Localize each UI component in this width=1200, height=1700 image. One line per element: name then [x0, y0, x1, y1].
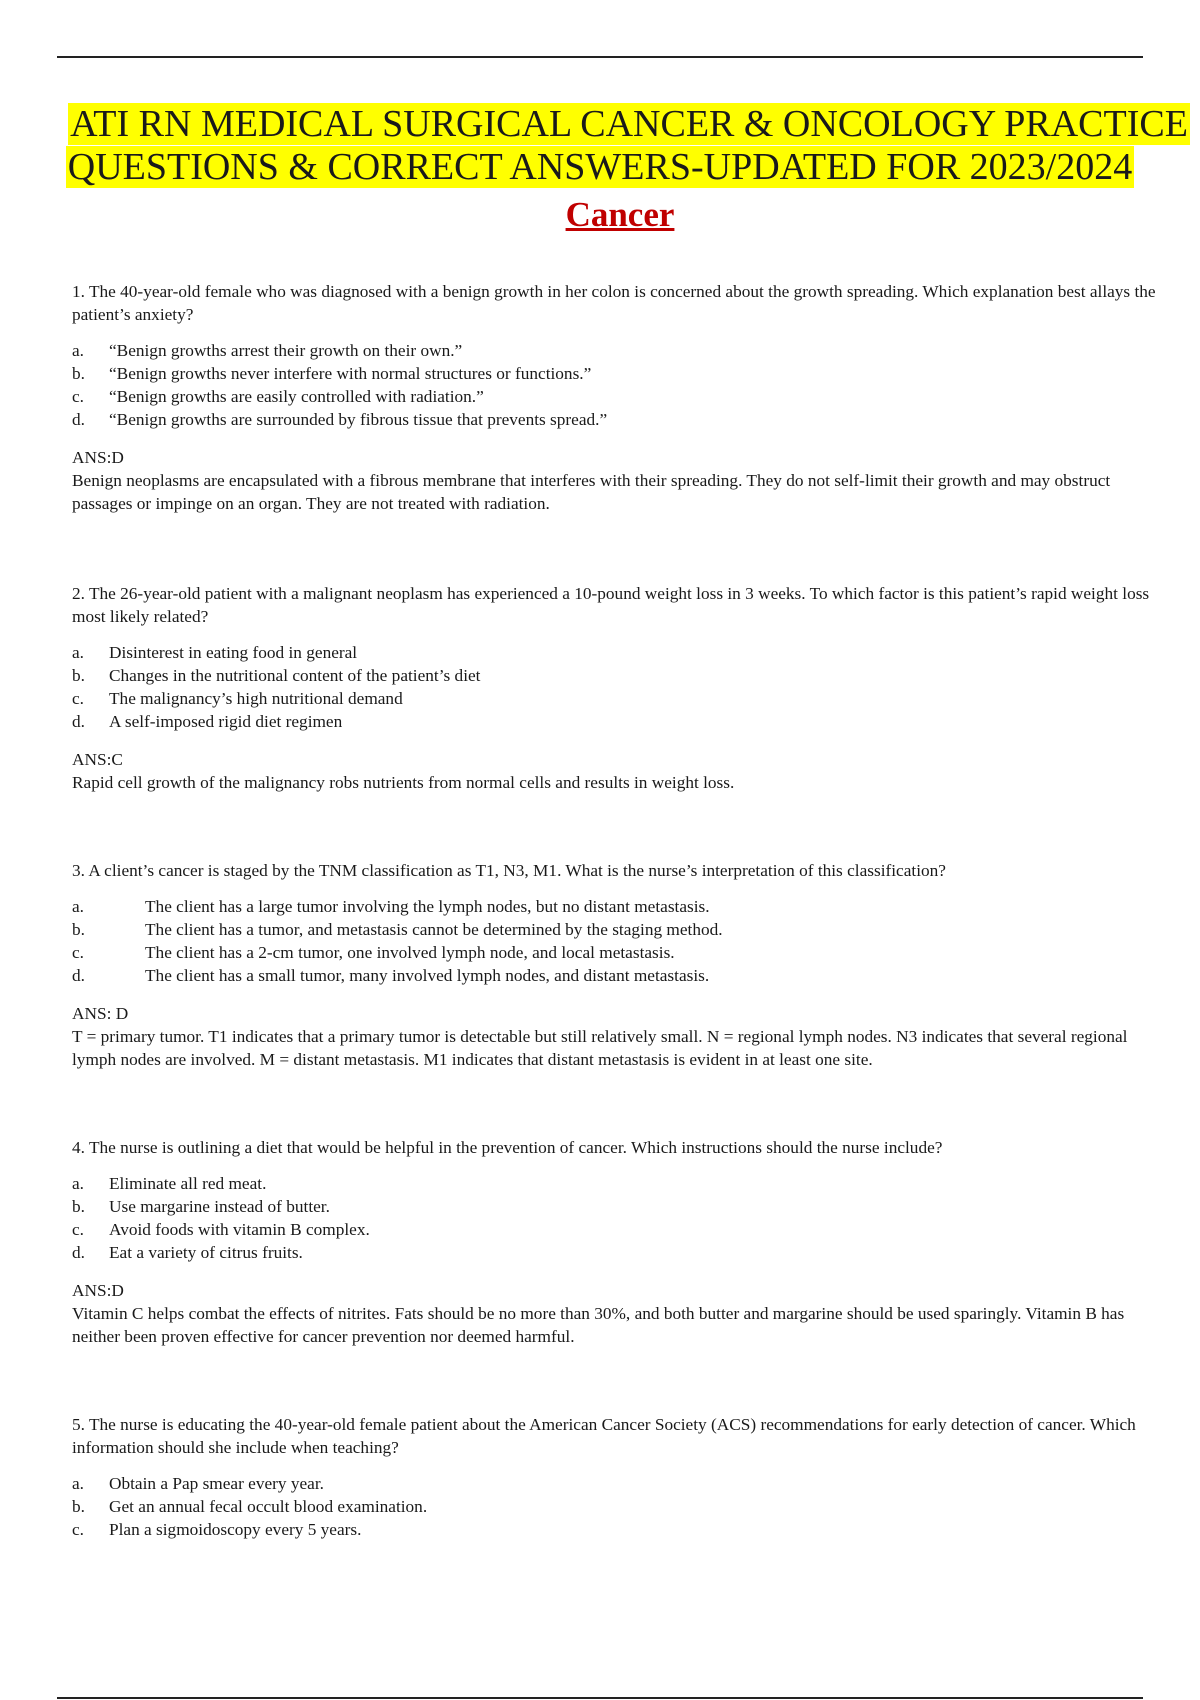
option: d. Eat a variety of citrus fruits. — [72, 1243, 303, 1262]
option: b. Use margarine instead of butter. — [72, 1197, 330, 1216]
option: b. “Benign growths never interfere with normal structures or functions.” — [72, 364, 592, 383]
section-heading: Cancer — [565, 195, 675, 234]
option: b. The client has a tumor, and metastasis cannot be determined by the staging method. — [72, 920, 723, 939]
option-list — [72, 339, 1172, 431]
option-list — [72, 895, 1172, 987]
answer-line: ANS: D — [72, 1281, 124, 1300]
answer-value: D — [111, 1281, 124, 1300]
option-list — [72, 1172, 1172, 1264]
option: b. Changes in the nutritional content of the patient’s diet — [72, 666, 481, 685]
option: b. Get an annual fecal occult blood examination. — [72, 1497, 428, 1516]
option: d. The client has a small tumor, many involved lymph nodes, and distant metastasis. — [72, 966, 710, 985]
option: d. “Benign growths are surrounded by fibrous tissue that prevents spread.” — [72, 410, 608, 429]
option: a. Eliminate all red meat. — [72, 1174, 267, 1193]
option: a. Obtain a Pap smear every year. — [72, 1474, 324, 1493]
bottom-rule — [57, 1697, 1143, 1699]
question-block — [72, 1413, 1172, 1541]
rationale: T = primary tumor. T1 indicates that a primary tumor is detectable but still relatively small. N = regional lymph nodes. N3 indicates that several regional lymph nodes are involved. M = distant metastasis. M1 indicates that distant metastasis is evident in at least one site. — [72, 1027, 1128, 1069]
question-stem: 3. A client’s cancer is staged by the TNM classification as T1, N3, M1. What is the nurse’s interpretation of this classification? — [72, 861, 946, 880]
option: c. “Benign growths are easily controlled with radiation.” — [72, 387, 484, 406]
option-list — [72, 641, 1172, 733]
question-block — [72, 280, 1172, 515]
answer-line: ANS: D — [72, 1004, 129, 1023]
option-list — [72, 1472, 1172, 1541]
title-line-2: QUESTIONS & CORRECT ANSWERS-UPDATED FOR 2023/2024 — [67, 146, 1133, 188]
option: c. Plan a sigmoidoscopy every 5 years. — [72, 1520, 362, 1539]
question-stem: 5. The nurse is educating the 40-year-old female patient about the American Cancer Society (ACS) recommendations for early detection of cancer. Which information should she include when teaching? — [72, 1415, 1136, 1457]
question-stem: 4. The nurse is outlining a diet that would be helpful in the prevention of cancer. Which instructions should the nurse include? — [72, 1138, 943, 1157]
answer-value: D — [111, 448, 124, 467]
option: a. The client has a large tumor involving the lymph nodes, but no distant metastasis. — [72, 897, 710, 916]
option: d. A self-imposed rigid diet regimen — [72, 712, 343, 731]
option: a. “Benign growths arrest their growth on their own.” — [72, 341, 463, 360]
question-block — [72, 859, 1172, 1071]
document-title — [0, 103, 1200, 189]
question-block — [72, 582, 1172, 794]
rationale: Benign neoplasms are encapsulated with a fibrous membrane that interferes with their spreading. They do not self-limit their growth and may obstruct passages or impinge on an organ. They are not treated with radiation. — [72, 471, 1111, 513]
top-rule — [57, 56, 1143, 58]
rationale: Rapid cell growth of the malignancy robs nutrients from normal cells and results in weight loss. — [72, 773, 735, 792]
option: c. Avoid foods with vitamin B complex. — [72, 1220, 370, 1239]
answer-line: ANS: D — [72, 448, 124, 467]
option: a. Disinterest in eating food in general — [72, 643, 358, 662]
option: c. The client has a 2-cm tumor, one involved lymph node, and local metastasis. — [72, 943, 675, 962]
rationale: Vitamin C helps combat the effects of nitrites. Fats should be no more than 30%, and both butter and margarine should be used sparingly. Vitamin B has neither been proven effective for cancer prevention nor deemed harmful. — [72, 1304, 1125, 1346]
question-block — [72, 1136, 1172, 1348]
answer-value: C — [111, 750, 123, 769]
question-stem: 1. The 40-year-old female who was diagnosed with a benign growth in her colon is concerned about the growth spreading. Which explanation best allays the patient’s anxiety? — [72, 282, 1156, 324]
title-line-1: ATI RN MEDICAL SURGICAL CANCER & ONCOLOGY PRACTICE — [70, 103, 1188, 145]
answer-line: ANS: C — [72, 750, 123, 769]
option: c. The malignancy’s high nutritional demand — [72, 689, 403, 708]
question-stem: 2. The 26-year-old patient with a malignant neoplasm has experienced a 10-pound weight loss in 3 weeks. To which factor is this patient’s rapid weight loss most likely related? — [72, 584, 1150, 626]
